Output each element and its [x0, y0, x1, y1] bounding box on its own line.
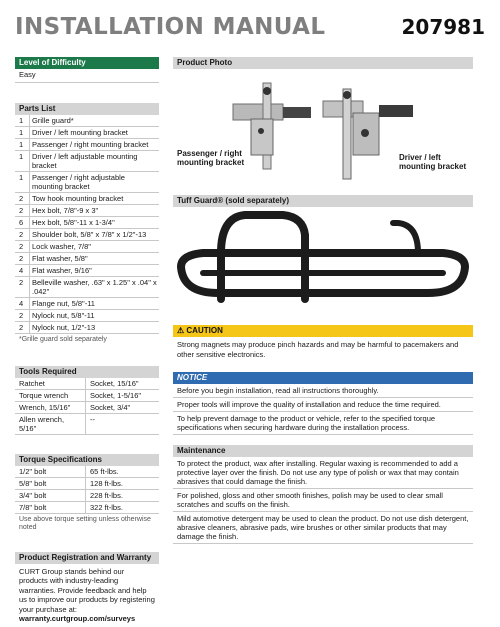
- torque-table: [15, 466, 159, 514]
- bracket-photo-image: [173, 69, 473, 189]
- passenger-caption: Passenger / right mounting bracket: [177, 149, 245, 167]
- parts-row: [15, 229, 159, 241]
- tool-left: Allen wrench, 5/16": [19, 414, 65, 433]
- parts-row: [15, 277, 159, 298]
- parts-row: [15, 265, 159, 277]
- parts-row: [15, 205, 159, 217]
- part-desc: Flange nut, 5/8"-11: [29, 298, 159, 309]
- part-qty: 1: [19, 127, 24, 137]
- part-qty: 2: [19, 241, 24, 251]
- parts-heading: Parts List: [15, 103, 159, 115]
- notice-line: Before you begin installation, read all instructions thoroughly.: [173, 384, 473, 398]
- tool-right: Socket, 1-5/16": [85, 390, 159, 401]
- tools-row: [15, 390, 159, 402]
- tool-right: Socket, 3/4": [85, 402, 159, 413]
- maintenance-line: Mild automotive detergent may be used to clean the product. Do not use dish detergent, abrasive cleaners, abrasive pads, wire brushes or other similar products that may damage the finish.: [173, 512, 473, 544]
- notice-section: [173, 372, 473, 435]
- left-column: [15, 57, 159, 627]
- tool-left: Ratchet: [19, 378, 45, 388]
- torque-value: 322 ft-lbs.: [85, 502, 159, 513]
- maintenance-line: For polished, gloss and other smooth finishes, polish may be used to clear small scratches and scuffs on the finish.: [173, 489, 473, 512]
- parts-row: [15, 217, 159, 229]
- part-desc: Flat washer, 9/16": [29, 265, 159, 276]
- tool-left: Torque wrench: [19, 390, 69, 400]
- tools-table: [15, 378, 159, 435]
- caution-section: [173, 325, 473, 362]
- warranty-link[interactable]: warranty.curtgroup.com/surveys: [19, 614, 136, 624]
- part-qty: 2: [19, 277, 24, 287]
- tuff-guard-heading: Tuff Guard® (sold separately): [173, 195, 473, 207]
- parts-row: [15, 193, 159, 205]
- right-column: [173, 57, 473, 544]
- registration-text: CURT Group stands behind our products with industry-leading warranties. Provide feedback and help us to improve our products by registering your purchase at:: [19, 566, 155, 614]
- difficulty-value: Easy: [15, 69, 159, 83]
- torque-row: [15, 502, 159, 514]
- notice-line: Proper tools will improve the quality of installation and reduce the time required.: [173, 398, 473, 412]
- part-qty: 1: [19, 139, 24, 149]
- parts-section: [15, 103, 159, 346]
- tools-heading: Tools Required: [15, 366, 159, 378]
- torque-section: [15, 454, 159, 534]
- part-desc: Lock washer, 7/8": [29, 241, 159, 252]
- registration-heading: Product Registration and Warranty: [15, 552, 159, 564]
- tuff-guard-section: [173, 195, 473, 317]
- part-qty: 1: [19, 115, 24, 125]
- registration-section: [15, 552, 159, 627]
- part-desc: Flat washer, 5/8": [29, 253, 159, 264]
- tool-left: Wrench, 15/16": [19, 402, 71, 412]
- part-desc: Nylock nut, 1/2"-13: [29, 322, 159, 333]
- torque-bolt: 7/8" bolt: [19, 502, 47, 512]
- part-desc: Driver / left mounting bracket: [29, 127, 159, 138]
- parts-row: [15, 139, 159, 151]
- tools-row: [15, 378, 159, 390]
- notice-list: [173, 384, 473, 435]
- part-qty: 2: [19, 205, 24, 215]
- tuff-guard-image: [173, 207, 473, 317]
- torque-value: 65 ft-lbs.: [85, 466, 159, 477]
- part-qty: 1: [19, 172, 24, 182]
- part-desc: Hex bolt, 7/8"-9 x 3": [29, 205, 159, 216]
- part-qty: 1: [19, 151, 24, 161]
- part-desc: Grille guard*: [29, 115, 159, 126]
- torque-row: [15, 478, 159, 490]
- parts-list: [15, 115, 159, 334]
- part-qty: 2: [19, 229, 24, 239]
- maintenance-line: To protect the product, wax after installing. Regular waxing is recommended to add a protective layer over the finish. Do not use any type of polish or wax that may contain abrasives that could damage the finish.: [173, 457, 473, 489]
- part-qty: 4: [19, 265, 24, 275]
- parts-row: [15, 298, 159, 310]
- torque-bolt: 1/2" bolt: [19, 466, 47, 476]
- part-qty: 2: [19, 310, 24, 320]
- part-desc: Passenger / right adjustable mounting bracket: [29, 172, 159, 192]
- torque-bolt: 5/8" bolt: [19, 478, 47, 488]
- tuff-guard-photo: [173, 207, 473, 317]
- part-desc: Hex bolt, 5/8"-11 x 1-3/4": [29, 217, 159, 228]
- tool-right: Socket, 15/16": [85, 378, 159, 389]
- product-photo-section: [173, 57, 473, 189]
- parts-footnote: *Grille guard sold separately: [19, 335, 107, 343]
- torque-value: 128 ft-lbs.: [85, 478, 159, 489]
- tools-section: [15, 366, 159, 435]
- tool-right: --: [85, 414, 159, 434]
- parts-row: [15, 241, 159, 253]
- part-desc: Nylock nut, 5/8"-11: [29, 310, 159, 321]
- manual-title: INSTALLATION MANUAL: [15, 14, 326, 40]
- difficulty-section: [15, 57, 159, 83]
- part-qty: 6: [19, 217, 24, 227]
- parts-row: [15, 322, 159, 334]
- torque-row: [15, 466, 159, 478]
- torque-value: 228 ft-lbs.: [85, 490, 159, 501]
- torque-bolt: 3/4" bolt: [19, 490, 47, 500]
- parts-row: [15, 172, 159, 193]
- torque-note: Use above torque setting unless otherwise noted: [19, 515, 151, 531]
- photo-heading: Product Photo: [173, 57, 473, 69]
- maintenance-heading: Maintenance: [173, 445, 473, 457]
- tools-row: [15, 402, 159, 414]
- parts-row: [15, 115, 159, 127]
- parts-row: [15, 253, 159, 265]
- torque-row: [15, 490, 159, 502]
- torque-heading: Torque Specifications: [15, 454, 159, 466]
- part-desc: Belleville washer, .63" x 1.25" x .04" x .042": [29, 277, 159, 297]
- part-desc: Tow hook mounting bracket: [29, 193, 159, 204]
- part-desc: Passenger / right mounting bracket: [29, 139, 159, 150]
- part-qty: 2: [19, 193, 24, 203]
- tools-row: [15, 414, 159, 435]
- parts-row: [15, 151, 159, 172]
- part-desc: Driver / left adjustable mounting bracket: [29, 151, 159, 171]
- part-qty: 4: [19, 298, 24, 308]
- product-photo: [173, 69, 473, 189]
- part-qty: 2: [19, 322, 24, 332]
- part-qty: 2: [19, 253, 24, 263]
- notice-line: To help prevent damage to the product or vehicle, refer to the specified torque specifications when securing hardware during the installation process.: [173, 412, 473, 435]
- parts-row: [15, 127, 159, 139]
- driver-caption: Driver / left mounting bracket: [399, 153, 467, 171]
- maintenance-list: [173, 457, 473, 544]
- part-desc: Shoulder bolt, 5/8" x 7/8" x 1/2"-13: [29, 229, 159, 240]
- notice-heading: NOTICE: [173, 372, 473, 384]
- caution-text: Strong magnets may produce pinch hazards and may be harmful to pacemakers and other sensitive electronics.: [177, 340, 459, 359]
- parts-row: [15, 310, 159, 322]
- part-number: 207981: [401, 15, 485, 39]
- warning-icon: ⚠: [177, 326, 185, 335]
- caution-heading: CAUTION: [186, 326, 223, 335]
- maintenance-section: [173, 445, 473, 544]
- difficulty-heading: Level of Difficulty: [15, 57, 159, 69]
